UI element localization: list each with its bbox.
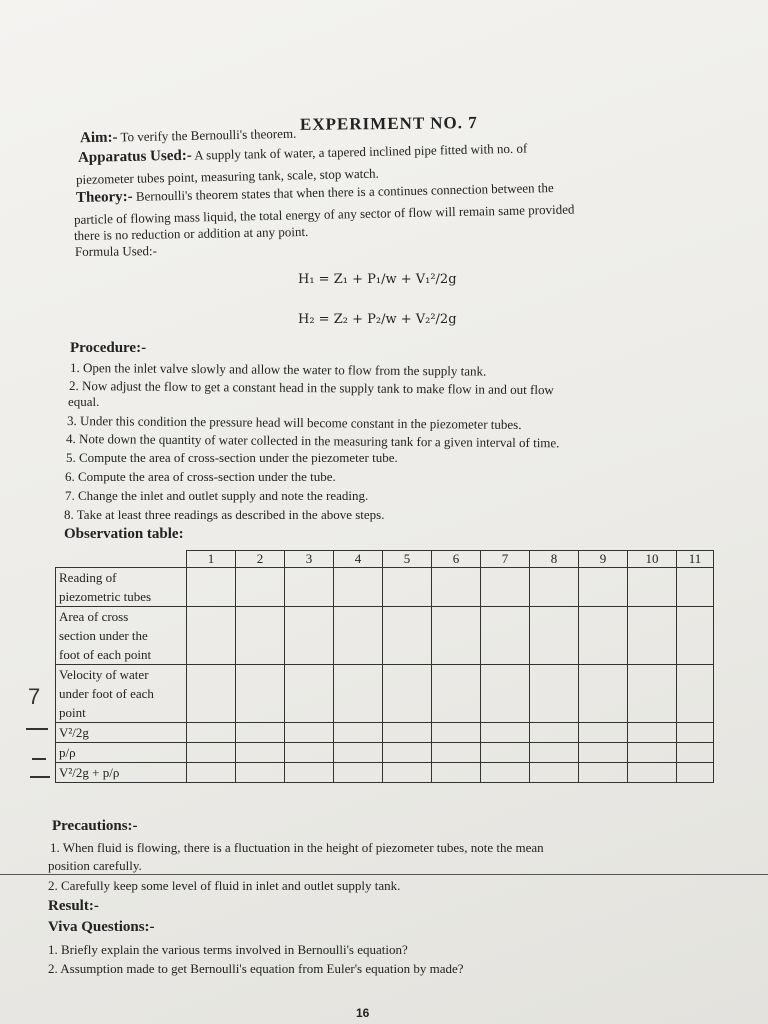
table-cell — [432, 723, 481, 743]
table-cell — [628, 665, 677, 723]
table-col-header: 3 — [285, 551, 334, 568]
row-label-line: V²/2g + p/ρ — [59, 765, 120, 780]
theory-label: Theory:- — [75, 188, 133, 206]
table-cell — [432, 743, 481, 763]
row-label-line: Velocity of water — [59, 667, 149, 682]
table-cell — [481, 743, 530, 763]
table-cell — [383, 665, 432, 723]
apparatus-text-1: A supply tank of water, a tapered inclined pipe fitted with no. of — [194, 140, 528, 163]
table-cell — [677, 607, 714, 665]
row-label-line: foot of each point — [59, 647, 152, 662]
table-cell — [285, 607, 334, 665]
formula-h2: H₂ = Z₂ + P₂/w + V₂²/2g — [298, 312, 457, 327]
row-label-line: p/ρ — [59, 745, 76, 760]
observation-heading: Observation table: — [64, 526, 184, 542]
margin-mark-handwritten: 7 — [28, 684, 41, 709]
table-cell — [628, 568, 677, 607]
table-cell — [187, 665, 236, 723]
table-cell — [579, 607, 628, 665]
row-label-velocity — [56, 665, 187, 723]
table-header-row — [56, 551, 714, 568]
table-row — [56, 568, 714, 607]
table-cell — [285, 665, 334, 723]
table-row — [56, 723, 714, 743]
theory-line-2: particle of flowing mass liquid, the total energy of any sector of flow will remain same provided — [73, 201, 575, 227]
table-cell — [285, 763, 334, 783]
precaution-item-1: 1. When fluid is flowing, there is a fluctuation in the height of piezometer tubes, note the mean — [50, 840, 544, 855]
table-cell — [187, 743, 236, 763]
page-number: 16 — [356, 1006, 370, 1020]
procedure-step-2-cont: equal. — [68, 394, 100, 409]
aim-text: To verify the Bernoulli's theorem. — [120, 125, 297, 145]
table-cell — [334, 607, 383, 665]
table-row — [56, 607, 714, 665]
apparatus-label: Apparatus Used:- — [77, 147, 192, 166]
row-label-line: V²/2g — [59, 725, 89, 740]
table-row — [56, 763, 714, 783]
table-cell — [383, 568, 432, 607]
viva-heading: Viva Questions:- — [48, 919, 155, 935]
row-label-kinetic — [56, 723, 187, 743]
table-cell — [334, 763, 383, 783]
table-cell — [432, 568, 481, 607]
procedure-step-5: 5. Compute the area of cross-section under the piezometer tube. — [66, 450, 398, 465]
table-col-header: 7 — [481, 551, 530, 568]
table-cell — [334, 723, 383, 743]
table-cell — [334, 568, 383, 607]
table-cell — [481, 763, 530, 783]
table-cell — [530, 607, 579, 665]
table-cell — [285, 743, 334, 763]
experiment-title: EXPERIMENT NO. 7 — [299, 113, 478, 134]
viva-question-2: 2. Assumption made to get Bernoulli's equation from Euler's equation by made? — [48, 961, 464, 976]
table-cell — [481, 568, 530, 607]
table-cell — [236, 568, 285, 607]
table-cell — [628, 743, 677, 763]
table-cell — [628, 723, 677, 743]
procedure-step-8: 8. Take at least three readings as described in the above steps. — [64, 507, 385, 522]
table-cell — [432, 763, 481, 783]
aim-line — [80, 126, 297, 147]
row-label-line: Area of cross — [59, 609, 129, 624]
table-cell — [383, 763, 432, 783]
table-cell — [236, 665, 285, 723]
table-cell — [187, 568, 236, 607]
table-cell — [236, 743, 285, 763]
divider-line — [0, 874, 768, 875]
precautions-heading: Precautions:- — [52, 818, 138, 834]
table-cell — [628, 607, 677, 665]
margin-tick — [32, 758, 46, 760]
row-label-line: under foot of each — [59, 686, 154, 701]
row-label-line: piezometric tubes — [59, 589, 152, 604]
row-label-line: Reading of — [59, 570, 117, 585]
table-cell — [628, 763, 677, 783]
apparatus-line-2: piezometer tubes point, measuring tank, scale, stop watch. — [75, 165, 379, 187]
row-label-area — [56, 607, 187, 665]
theory-text-1: Bernoulli's theorem states that when there is a continues connection between the — [135, 179, 554, 204]
table-cell — [187, 723, 236, 743]
precaution-item-2: 2. Carefully keep some level of fluid in inlet and outlet supply tank. — [48, 878, 401, 893]
table-cell — [285, 723, 334, 743]
table-cell — [383, 723, 432, 743]
table-cell — [677, 568, 714, 607]
row-label-line: section under the — [59, 628, 148, 643]
row-label-line: point — [59, 705, 86, 720]
table-col-header: 10 — [628, 551, 677, 568]
table-cell — [481, 607, 530, 665]
viva-question-1: 1. Briefly explain the various terms involved in Bernoulli's equation? — [48, 942, 408, 957]
observation-table — [55, 550, 714, 783]
theory-line-3: there is no reduction or addition at any point. — [73, 223, 309, 243]
table-cell — [530, 723, 579, 743]
table-cell — [530, 665, 579, 723]
table-cell — [579, 763, 628, 783]
row-label-reading — [56, 568, 187, 607]
table-cell — [481, 665, 530, 723]
procedure-step-6: 6. Compute the area of cross-section under the tube. — [65, 469, 336, 484]
result-heading: Result:- — [48, 898, 99, 914]
procedure-step-4: 4. Note down the quantity of water collected in the measuring tank for a given interval of time. — [65, 431, 560, 451]
observation-table-wrapper — [55, 550, 714, 783]
table-cell — [677, 763, 714, 783]
table-col-header: 2 — [236, 551, 285, 568]
procedure-step-1: 1. Open the inlet valve slowly and allow the water to flow from the supply tank. — [69, 360, 487, 379]
table-cell — [579, 723, 628, 743]
table-cell — [530, 763, 579, 783]
table-row — [56, 743, 714, 763]
procedure-step-3: 3. Under this condition the pressure head will become constant in the piezometer tubes. — [66, 413, 522, 432]
table-col-header: 6 — [432, 551, 481, 568]
table-col-header: 11 — [677, 551, 714, 568]
table-cell — [579, 743, 628, 763]
row-label-pressure — [56, 743, 187, 763]
table-cell — [432, 665, 481, 723]
table-cell — [677, 665, 714, 723]
table-cell — [383, 743, 432, 763]
formula-label: Formula Used:- — [74, 243, 158, 259]
procedure-step-7: 7. Change the inlet and outlet supply and note the reading. — [65, 488, 369, 503]
aim-label: Aim:- — [79, 129, 118, 147]
table-cell — [236, 763, 285, 783]
procedure-step-2: 2. Now adjust the flow to get a constant head in the supply tank to make flow in and out flow — [68, 378, 554, 398]
margin-tick — [30, 776, 50, 778]
table-row — [56, 665, 714, 723]
table-cell — [187, 607, 236, 665]
table-col-header: 5 — [383, 551, 432, 568]
table-cell — [530, 568, 579, 607]
table-col-header: 8 — [530, 551, 579, 568]
margin-tick — [26, 728, 48, 730]
table-cell — [481, 723, 530, 743]
row-label-total — [56, 763, 187, 783]
table-cell — [579, 665, 628, 723]
table-cell — [530, 743, 579, 763]
procedure-heading: Procedure:- — [70, 340, 147, 356]
formula-h1: H₁ = Z₁ + P₁/w + V₁²/2g — [298, 272, 457, 287]
table-cell — [383, 607, 432, 665]
table-cell — [677, 743, 714, 763]
table-cell — [187, 763, 236, 783]
table-cell — [236, 723, 285, 743]
table-cell — [432, 607, 481, 665]
table-cell — [579, 568, 628, 607]
precaution-item-1-cont: position carefully. — [48, 858, 142, 873]
table-cell — [334, 743, 383, 763]
table-col-header: 9 — [579, 551, 628, 568]
table-cell — [334, 665, 383, 723]
table-corner-cell — [56, 551, 187, 568]
table-col-header: 4 — [334, 551, 383, 568]
table-cell — [285, 568, 334, 607]
table-cell — [677, 723, 714, 743]
table-cell — [236, 607, 285, 665]
table-col-header: 1 — [187, 551, 236, 568]
